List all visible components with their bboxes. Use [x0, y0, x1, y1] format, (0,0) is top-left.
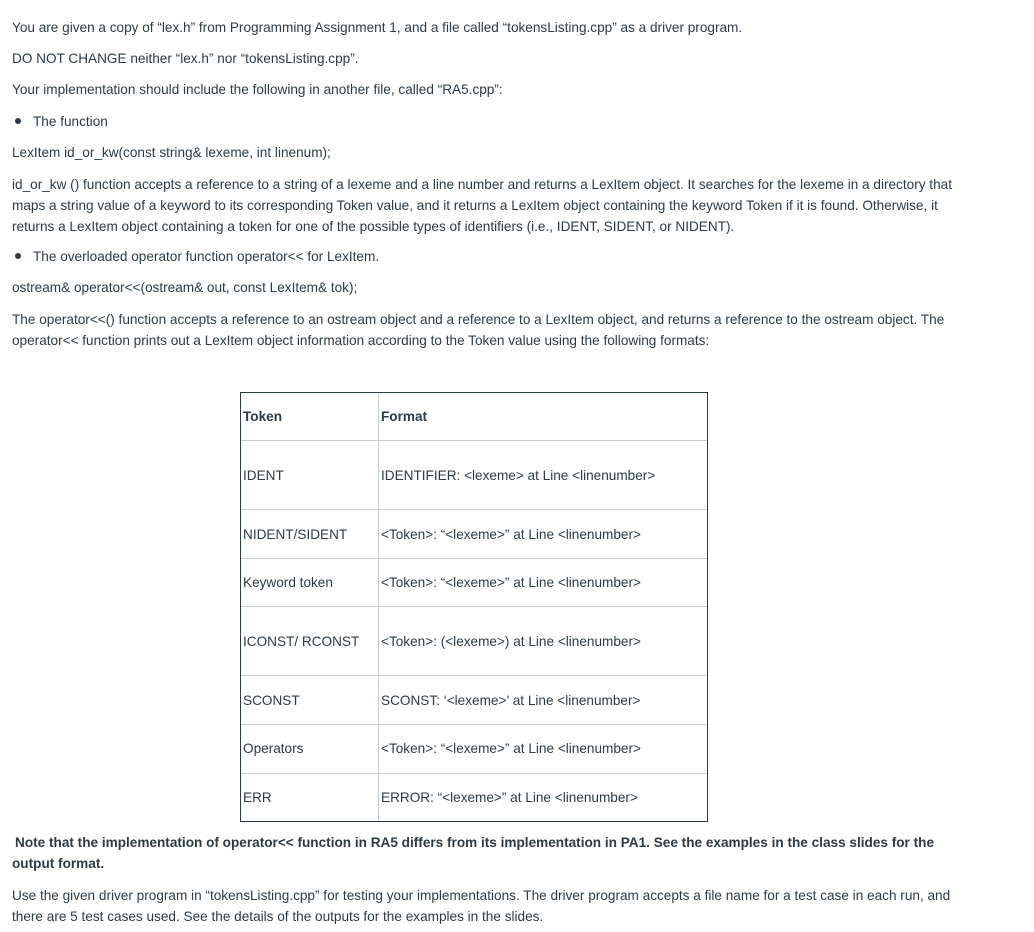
table-row-divider	[241, 773, 707, 774]
table-cell-token: IDENT	[243, 468, 284, 483]
id-or-kw-description: id_or_kw () function accepts a reference to a string of a lexeme and a line number and returns a LexItem object. It searches for the lexeme in a directory that maps a string value of a keyword to its corresponding Token value, and it returns a LexItem object containing the keyword Token if it is found. Otherwise, it returns a LexItem object containing a token for one of the possible types of identifiers (i.e., IDENT, SIDENT, or NIDENT).	[12, 177, 952, 234]
operator-signature: ostream& operator<<(ostream& out, const LexItem& tok);	[12, 280, 358, 295]
table-cell-format: SCONST: ‘<lexeme>’ at Line <linenumber>	[381, 693, 641, 708]
table-row-divider	[241, 440, 707, 441]
bullet-operator-text: The overloaded operator function operator<< for LexItem.	[33, 249, 380, 264]
bullet-function	[15, 111, 108, 132]
table-row-divider	[241, 724, 707, 725]
table-cell-token: NIDENT/SIDENT	[243, 527, 348, 542]
table-row-divider	[241, 606, 707, 607]
operator-description: The operator<<() function accepts a reference to an ostream object and a reference to a LexItem object, and returns a reference to the ostream object. The operator<< function prints out a LexItem object information according to the Token value using the following formats:	[12, 312, 945, 348]
table-cell-format: <Token>: “<lexeme>” at Line <linenumber>	[381, 575, 641, 590]
table-cell-token: ERR	[243, 790, 272, 805]
table-column-divider	[378, 393, 379, 821]
intro-paragraph-1: You are given a copy of “lex.h” from Programming Assignment 1, and a file called “tokensListing.cpp” as a driver program.	[12, 20, 743, 35]
id-or-kw-signature: LexItem id_or_kw(const string& lexeme, int linenum);	[12, 145, 331, 160]
table-header-token: Token	[243, 409, 283, 424]
table-cell-token: SCONST	[243, 693, 300, 708]
table-row-divider	[241, 675, 707, 676]
table-cell-token: Operators	[243, 741, 304, 756]
table-cell-format: <Token>: (<lexeme>) at Line <linenumber>	[381, 634, 641, 649]
table-cell-token: ICONST/ RCONST	[243, 634, 360, 649]
bullet-dot-icon	[15, 118, 21, 124]
table-cell-format: IDENTIFIER: <lexeme> at Line <linenumber>	[381, 468, 656, 483]
implementation-note: Note that the implementation of operator<< function in RA5 differs from its implementation in PA1. See the examples in the class slides for the output format.	[12, 835, 935, 871]
bullet-dot-icon	[15, 253, 21, 259]
table-cell-format: <Token>: “<lexeme>” at Line <linenumber>	[381, 741, 641, 756]
table-cell-format: <Token>: “<lexeme>” at Line <linenumber>	[381, 527, 641, 542]
intro-paragraph-3: Your implementation should include the following in another file, called “RA5.cpp”:	[12, 82, 503, 97]
table-row-divider	[241, 509, 707, 510]
closing-paragraph: Use the given driver program in “tokensListing.cpp” for testing your implementations. The driver program accepts a file name for a test case in each run, and there are 5 test cases used. See the details of the outputs for the examples in the slides.	[12, 888, 951, 924]
table-row-divider	[241, 558, 707, 559]
bullet-operator	[15, 246, 379, 267]
table-cell-token: Keyword token	[243, 575, 333, 590]
table-header-format: Format	[381, 409, 428, 424]
token-format-table	[240, 392, 708, 822]
table-cell-format: ERROR: “<lexeme>” at Line <linenumber>	[381, 790, 638, 805]
intro-paragraph-2: DO NOT CHANGE neither “lex.h” nor “tokensListing.cpp”.	[12, 51, 359, 66]
bullet-function-text: The function	[33, 114, 108, 129]
